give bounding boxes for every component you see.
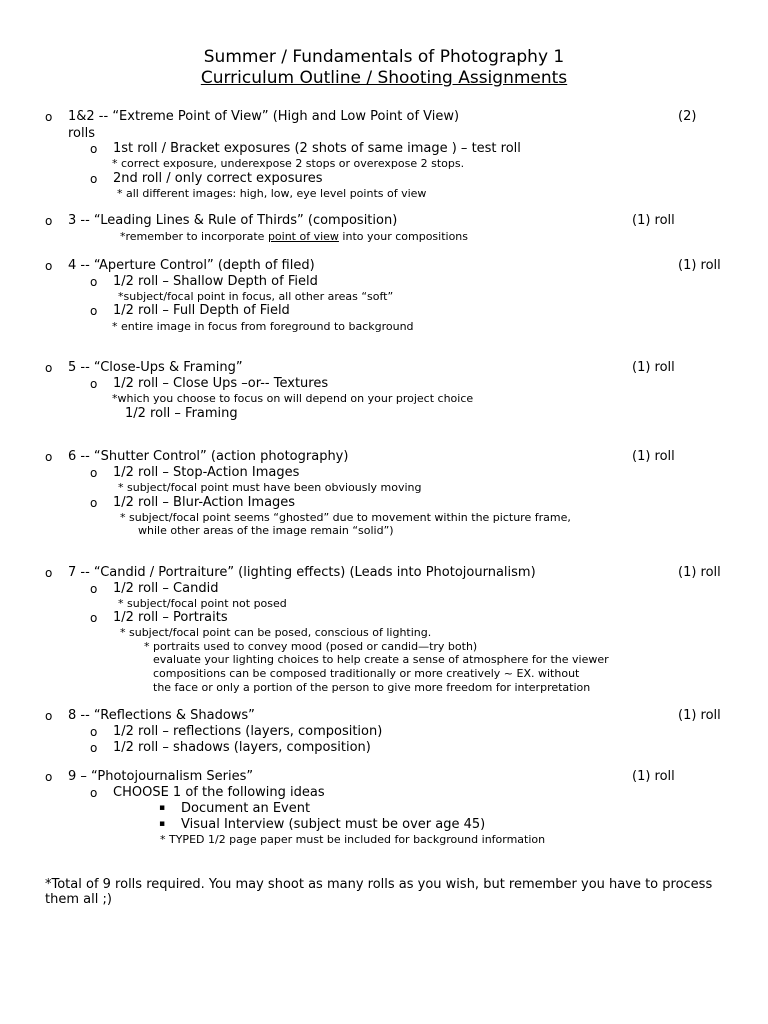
note: *which you choose to focus on will depend on your project choice [112,392,474,405]
assignment-title: 6 -- “Shutter Control” (action photography) [68,449,349,464]
sub-item: 1/2 roll – Portraits [113,610,228,625]
roll-count-wrap: rolls [68,126,96,141]
note: * subject/focal point seems “ghosted” due to movement within the picture frame, [120,511,571,524]
note: * entire image in focus from foreground to background [112,320,414,333]
note: * portraits used to convey mood (posed or candid—try both) [144,640,478,653]
circle-bullet-icon: o [90,496,98,510]
note [120,230,468,243]
note: * subject/focal point can be posed, conscious of lighting. [120,626,432,639]
circle-bullet-icon: o [45,361,53,375]
assignment-title: 5 -- “Close-Ups & Framing” [68,360,243,375]
roll-count: (1) roll [632,449,675,464]
note: * TYPED 1/2 page paper must be included for background information [160,833,546,846]
page-subtitle: Curriculum Outline / Shooting Assignments [200,68,568,88]
circle-bullet-icon: o [45,450,53,464]
note: *subject/focal point in focus, all other areas “soft” [118,290,394,303]
assignment-title: 4 -- “Aperture Control” (depth of filed) [68,258,315,273]
roll-count: (1) roll [632,213,675,228]
roll-count: (1) roll [632,360,675,375]
roll-count: (1) roll [632,769,675,784]
note: evaluate your lighting choices to help create a sense of atmosphere for the viewer [153,653,609,666]
circle-bullet-icon: o [90,725,98,739]
sub-item: CHOOSE 1 of the following ideas [113,785,325,800]
sub-item: 1/2 roll – Shallow Depth of Field [113,274,318,289]
sub-item: 1/2 roll – Blur-Action Images [113,495,296,510]
assignment-title: 3 -- “Leading Lines & Rule of Thirds” (composition) [68,213,398,228]
assignment-title: 8 -- “Reflections & Shadows” [68,708,255,723]
note: * subject/focal point not posed [118,597,287,610]
sub-item: 1/2 roll – Candid [113,581,219,596]
square-bullet-icon: ▪ [159,819,166,829]
note-text: into your compositions [338,230,469,243]
circle-bullet-icon: o [90,582,98,596]
sub-item: 1/2 roll – shadows (layers, composition) [113,740,371,755]
sub-item: 1st roll / Bracket exposures (2 shots of same image ) – test roll [113,141,521,156]
note-underlined-text: point of view [267,230,339,243]
circle-bullet-icon: o [45,110,53,124]
circle-bullet-icon: o [90,466,98,480]
circle-bullet-icon: o [45,214,53,228]
circle-bullet-icon: o [45,770,53,784]
circle-bullet-icon: o [90,611,98,625]
circle-bullet-icon: o [45,709,53,723]
sub-item: 1/2 roll – Full Depth of Field [113,303,290,318]
circle-bullet-icon: o [90,741,98,755]
roll-count: (1) roll [678,565,721,580]
roll-count: (1) roll [678,708,721,723]
square-bullet-icon: ▪ [159,803,166,813]
circle-bullet-icon: o [90,172,98,186]
sub-item: 1/2 roll – reflections (layers, composition) [113,724,383,739]
circle-bullet-icon: o [90,142,98,156]
roll-count: (2) [678,109,697,124]
assignment-title: 9 – “Photojournalism Series” [68,769,254,784]
footer-line: *Total of 9 rolls required. You may shoot as many rolls as you wish, but remember you have to process [45,877,713,892]
note: * all different images: high, low, eye level points of view [117,187,427,200]
assignment-title: 7 -- “Candid / Portraiture” (lighting effects) (Leads into Photojournalism) [68,565,536,580]
circle-bullet-icon: o [90,304,98,318]
note: * correct exposure, underexpose 2 stops or overexpose 2 stops. [112,157,465,170]
option-item: Document an Event [181,801,311,816]
sub-item: 1/2 roll – Close Ups –or-- Textures [113,376,329,391]
sub-item: 2nd roll / only correct exposures [113,171,323,186]
note: the face or only a portion of the person to give more freedom for interpretation [153,681,591,694]
circle-bullet-icon: o [90,275,98,289]
circle-bullet-icon: o [45,259,53,273]
page-title: Summer / Fundamentals of Photography 1 [203,47,565,67]
assignment-title: 1&2 -- “Extreme Point of View” (High and Low Point of View) [68,109,460,124]
circle-bullet-icon: o [90,786,98,800]
roll-count: (1) roll [678,258,721,273]
note-text: *remember to incorporate [120,230,268,243]
note: * subject/focal point must have been obviously moving [118,481,422,494]
note: while other areas of the image remain “solid”) [138,524,394,537]
circle-bullet-icon: o [90,377,98,391]
circle-bullet-icon: o [45,566,53,580]
footer-line: them all ;) [45,892,112,907]
sub-item: 1/2 roll – Stop-Action Images [113,465,300,480]
option-item: Visual Interview (subject must be over age 45) [181,817,486,832]
note: compositions can be composed traditionally or more creatively ~ EX. without [153,667,580,680]
sub-item: 1/2 roll – Framing [125,406,238,421]
